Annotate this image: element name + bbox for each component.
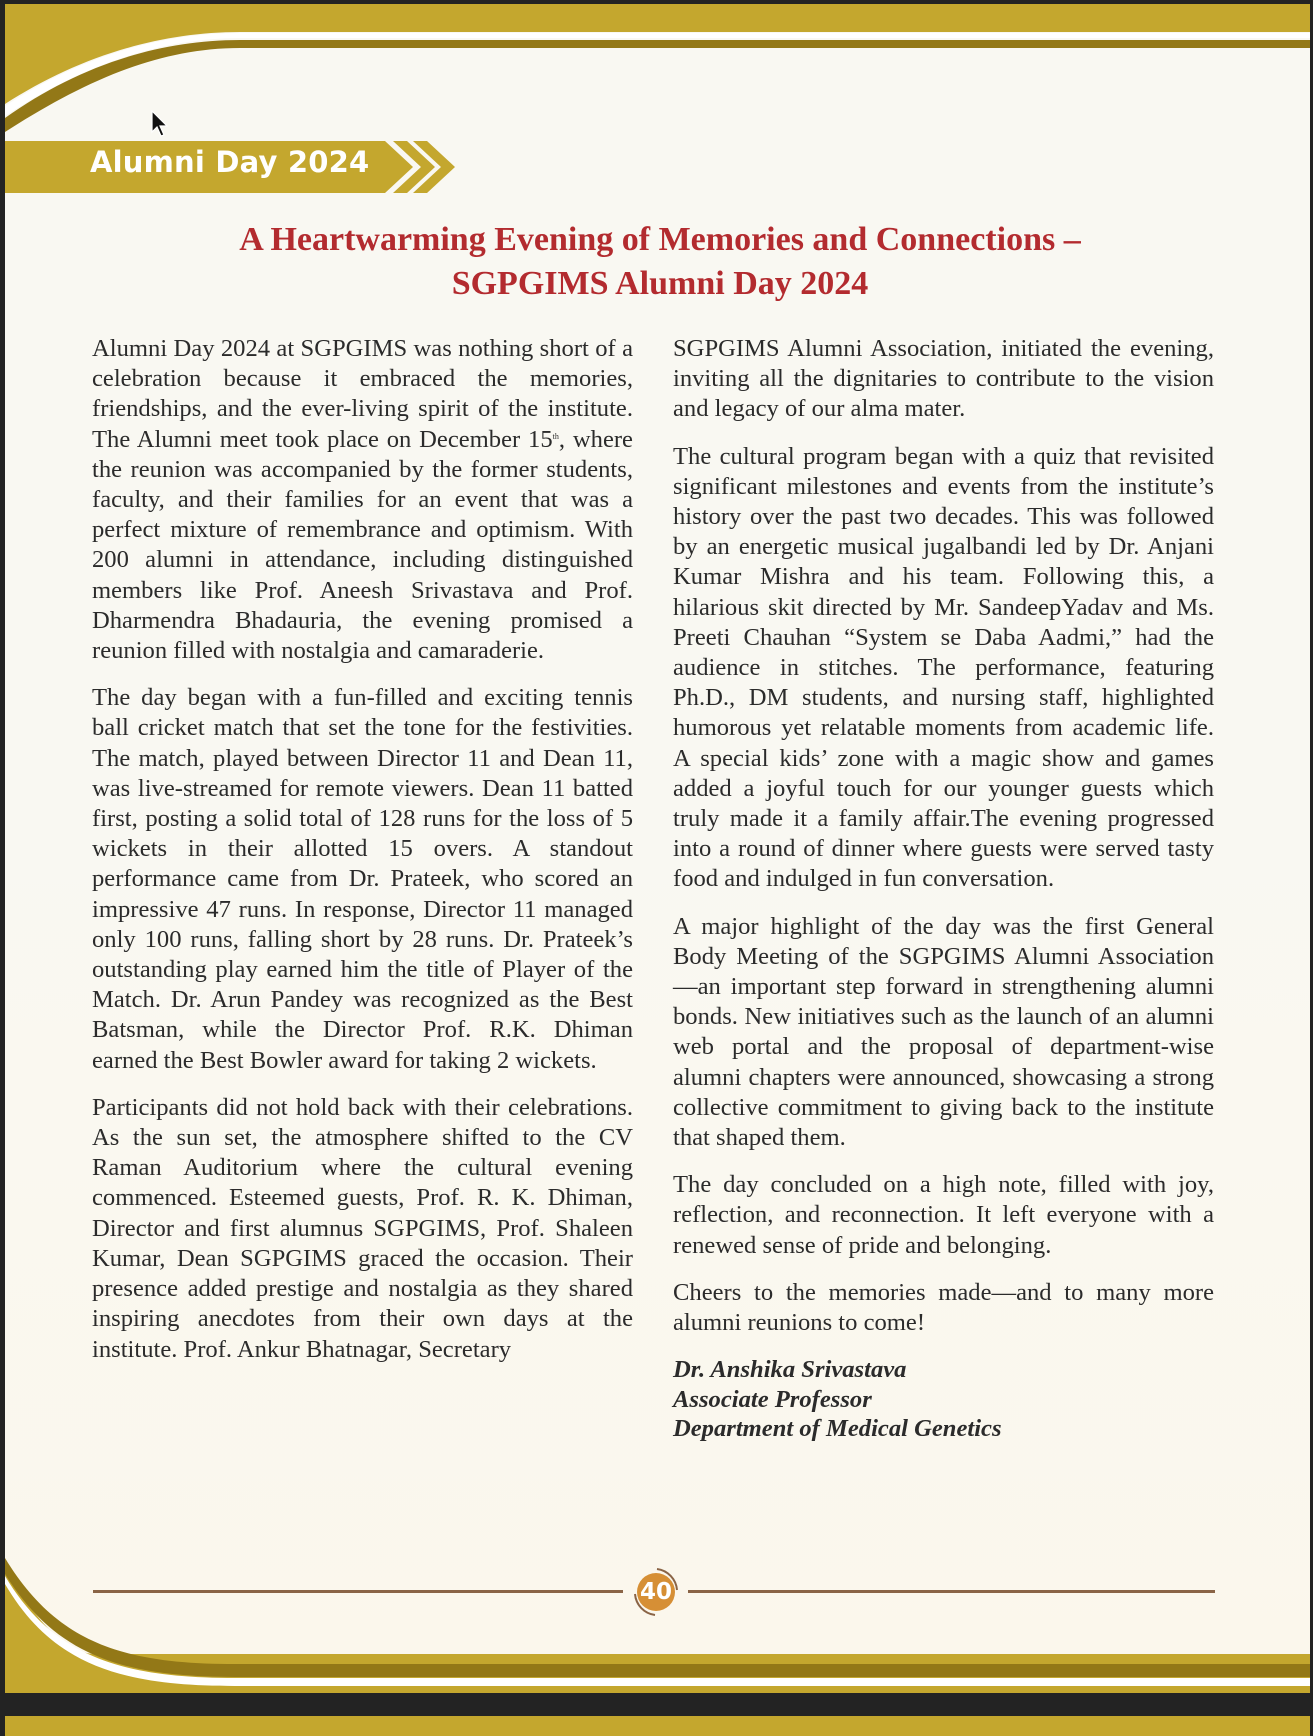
author-name: Dr. Anshika Srivastava: [673, 1356, 907, 1384]
paragraph: Cheers to the memories made—and to many more alumni reunions to come!: [673, 1278, 1214, 1337]
bottom-curve: [5, 1540, 1310, 1693]
section-banner-label: Alumni Day 2024: [90, 145, 370, 179]
paragraph: The day concluded on a high note, filled with joy, reflection, and reconnection. It left everyone with a renewed sense of pride and belonging.: [673, 1171, 1214, 1259]
footer-rule-right: [688, 1590, 1215, 1593]
paragraph: The cultural program began with a quiz that revisited significant milestones and events from the institute’s history over the past two decades. This was followed by an energetic musical jugalbandi led by Dr. Anjani Kumar Mishra and his team. Following this, a hilarious skit directed by Mr. SandeepYadav and Ms. Preeti Chauhan “System se Daba Aadmi,” had the audience in stitches. The performance, featuring Ph.D., DM students, and nursing staff, highlighted humorous yet relatable moments from academic life. A special kids’ zone with a magic show and games added a joyful touch for our younger guests which truly made it a family affair.The evening progressed into a round of dinner where guests were served tasty food and indulged in fun conversation.: [673, 442, 1214, 893]
paragraph: A major highlight of the day was the first General Body Meeting of the SGPGIMS Alumni Association—an important step forward in strengthening alumni bonds. New initiatives such as the launch of an alumni web portal and the proposal of department-wise alumni chapters were announced, showcasing a strong collective commitment to giving back to the institute that shaped them.: [673, 912, 1214, 1152]
article-title-line-2: SGPGIMS Alumni Day 2024: [451, 265, 869, 302]
top-decorative-band: [5, 4, 1310, 144]
author-signature: [673, 1355, 1214, 1444]
author-department: Department of Medical Genetics: [673, 1415, 1002, 1443]
right-column: [673, 334, 1214, 1444]
next-page-edge: [5, 1716, 1310, 1736]
mouse-cursor-icon: [150, 110, 170, 140]
author-designation: Associate Professor: [673, 1385, 872, 1413]
footer-rule-left: [93, 1590, 623, 1593]
ordinal-superscript: th: [552, 431, 559, 441]
page-number: 40: [639, 1579, 672, 1605]
left-column: [92, 334, 633, 1382]
paragraph: The day began with a fun-filled and exciting tennis ball cricket match that set the tone for the festivities. The match, played between Director 11 and Dean 11, was live-streamed for remote viewers. Dean 11 batted first, posting a solid total of 128 runs for the loss of 5 wickets in their allotted 15 overs. A standout performance came from Dr. Prateek, who scored an impressive 47 runs. In response, Director 11 managed only 100 runs, falling short by 28 runs. Dr. Prateek’s outstanding play earned him the title of Player of the Match. Dr. Arun Pandey was recognized as the Best Batsman, while the Director Prof. R.K. Dhiman earned the Best Bowler award for taking 2 wickets.: [92, 684, 633, 1074]
paragraph-text: Alumni Day 2024 at SGPGIMS was nothing short of a celebration because it embraced the memories, friendships, and the ever-living spirit of the institute. The Alumni meet took place on December 15: [92, 335, 633, 453]
article-title-line-1: A Heartwarming Evening of Memories and Connections –: [239, 221, 1081, 258]
paragraph-text: , where the reunion was accompanied by the former students, faculty, and their families for an event that was a perfect mixture of remembrance and optimism. With 200 alumni in attendance, including distinguished members like Prof. Aneesh Srivastava and Prof. Dharmendra Bhadauria, the evening promised a reunion filled with nostalgia and camaraderie.: [92, 425, 633, 665]
paragraph: Participants did not hold back with their celebrations. As the sun set, the atmosphere shifted to the CV Raman Auditorium where the cultural evening commenced. Esteemed guests, Prof. R. K. Dhiman, Director and first alumnus SGPGIMS, Prof. Shaleen Kumar, Dean SGPGIMS graced the occasion. Their presence added prestige and nostalgia as they shared inspiring anecdotes from their own days at the institute. Prof. Ankur Bhatnagar, Secretary: [92, 1093, 633, 1363]
article-title: [80, 218, 1240, 306]
paragraph: [92, 334, 633, 666]
paragraph: SGPGIMS Alumni Association, initiated the evening, inviting all the dignitaries to contribute to the vision and legacy of our alma mater.: [673, 335, 1214, 423]
